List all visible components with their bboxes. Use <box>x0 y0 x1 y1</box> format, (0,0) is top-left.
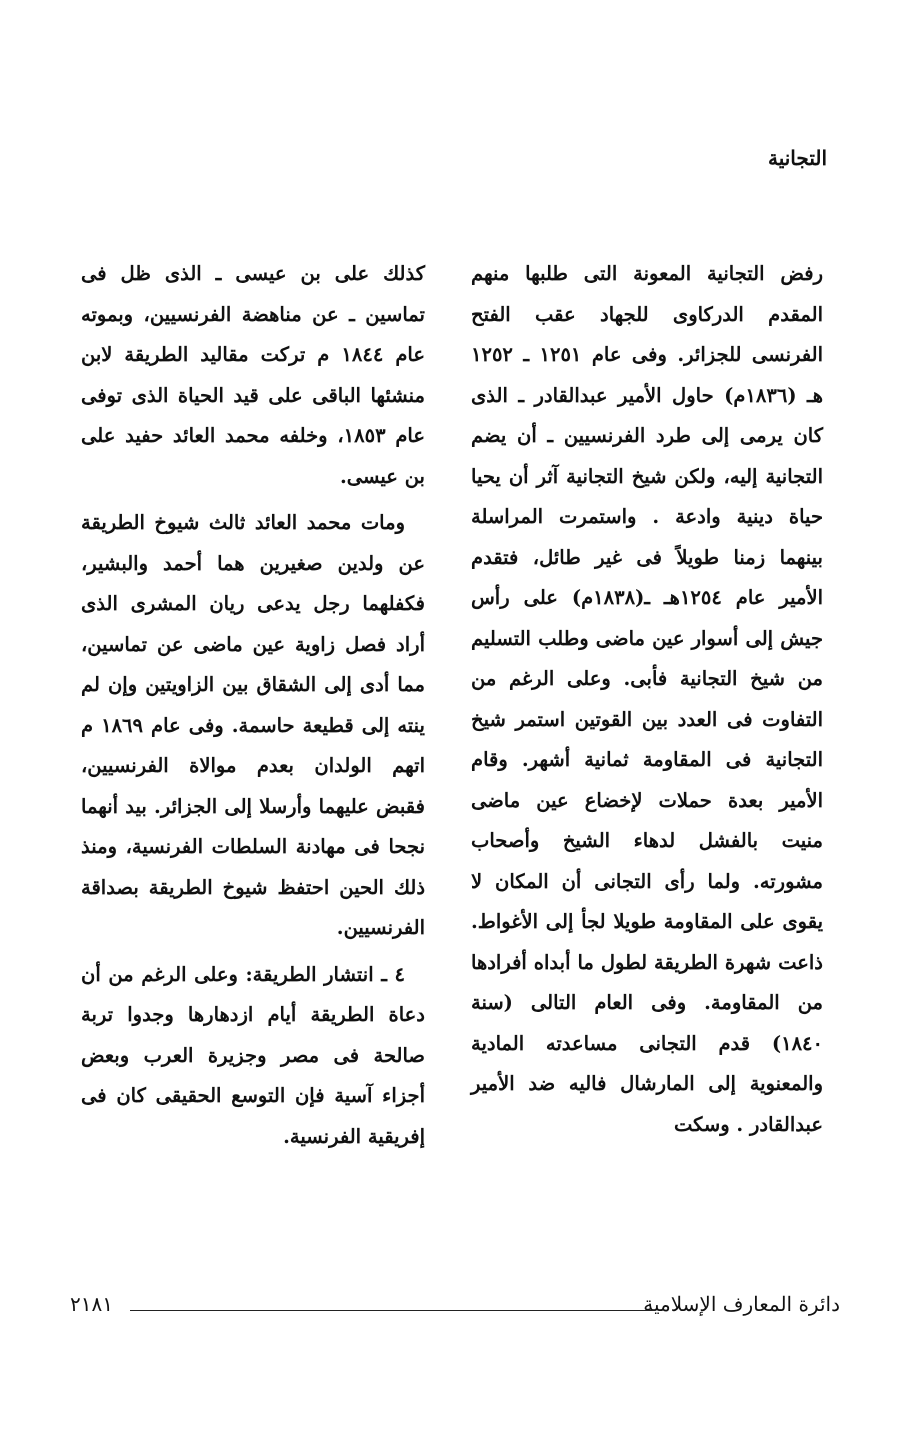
paragraph: ومات محمد العائد ثالث شيوخ الطريقة عن ولدين صغيرين هما أحمد والبشير، فكفلهما رجل يدعى ريان المشرى الذى أراد فصل زاوية عين ماضى عن تماسين، مما أدى إلى الشقاق بين الزاويتين وإن لم ينته إلى قطيعة حاسمة. وفى عام ١٨٦٩ م اتهم الولدان بعدم موالاة الفرنسيين، فقبض عليهما وأرسلا إلى الجزائر. بيد أنهما نجحا فى مهادنة السلطات الفرنسية، ومنذ ذلك الحين احتفظ شيوخ الطريقة بصداقة الفرنسيين. <box>81 511 425 939</box>
text-column-left <box>81 254 425 1163</box>
text-column-right <box>471 254 823 1151</box>
paragraph: رفض التجانية المعونة التى طلبها منهم المقدم الدركاوى للجهاد عقب الفتح الفرنسى للجزائر. وفى عام ١٢٥١ ـ ١٢٥٢ هـ (١٨٣٦م) حاول الأمير عبدالقادر ـ الذى كان يرمى إلى طرد الفرنسيين ـ أن يضم التجانية إليه، ولكن شيخ التجانية آثر أن يحيا حياة دينية وادعة . واستمرت المراسلة بينهما زمنا طويلاً فى غير طائل، فتقدم الأمير عام ١٢٥٤هـ ـ(١٨٣٨م) على رأس جيش إلى أسوار عين ماضى وطلب التسليم من شيخ التجانية فأبى. وعلى الرغم من التفاوت فى العدد بين القوتين استمر شيخ التجانية فى المقاومة ثمانية أشهر. وقام الأمير بعدة حملات لإخضاع عين ماضى منيت بالفشل لدهاء الشيخ وأصحاب مشورته. ولما رأى التجانى أن المكان لا يقوى على المقاومة طويلا لجأ إلى الأغواط. ذاعت شهرة الطريقة لطول ما أبداه أفرادها من المقاومة. وفى العام التالى (سنة ١٨٤٠) قدم التجانى مساعدته المادية والمعنوية إلى المارشال فاليه ضد الأمير عبدالقادر . وسكت <box>471 262 823 1136</box>
paragraph: ٤ ـ انتشار الطريقة: وعلى الرغم من أن دعاة الطريقة أيام ازدهارها وجدوا تربة صالحة فى مصر وجزيرة العرب وبعض أجزاء آسية فإن التوسع الحقيقى كان فى إفريقية الفرنسية. <box>81 962 425 1148</box>
footer-title: دائرة المعارف الإسلامية <box>643 1292 840 1316</box>
page-footer <box>60 1292 840 1322</box>
footer-rule <box>130 1310 655 1311</box>
paragraph: كذلك على بن عيسى ـ الذى ظل فى تماسين ـ عن مناهضة الفرنسيين، وبموته عام ١٨٤٤ م تركت مقاليد الطريقة لابن منشئها الباقى على قيد الحياة الذى توفى عام ١٨٥٣، وخلفه محمد العائد حفيد على بن عيسى. <box>81 262 425 488</box>
page-number: ٢١٨١ <box>70 1292 113 1316</box>
running-head: التجانية <box>767 146 827 170</box>
